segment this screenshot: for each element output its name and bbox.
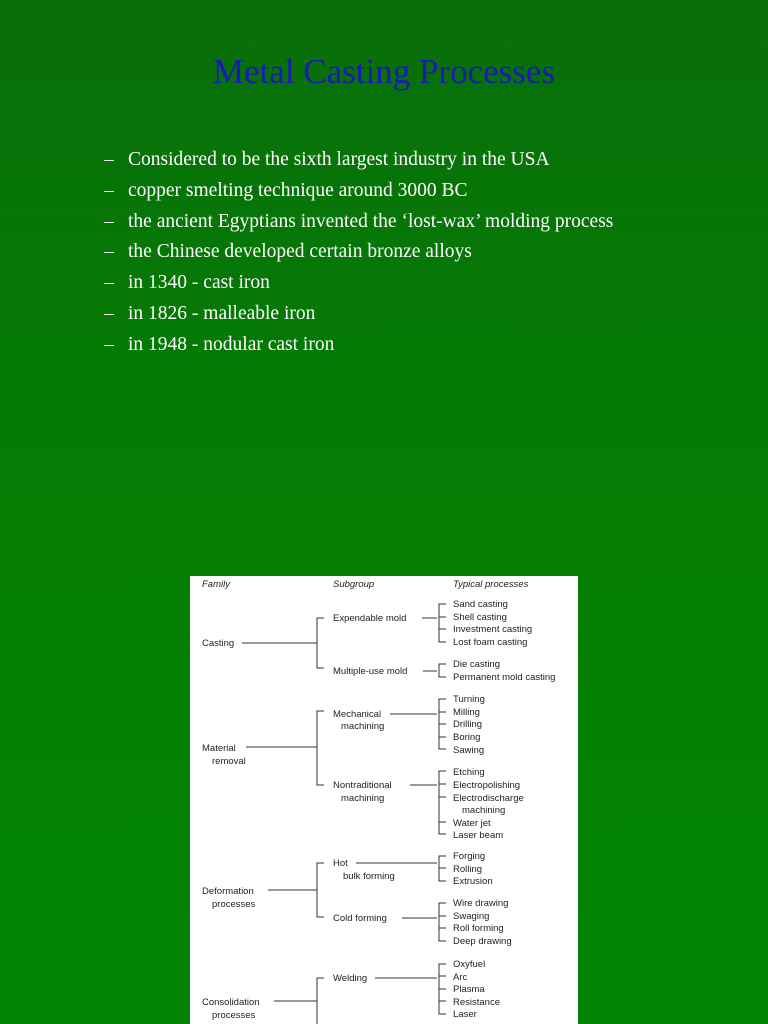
family-consolidation-line1: Consolidation bbox=[202, 997, 260, 1008]
bullet-text: in 1948 - nodular cast iron bbox=[128, 333, 335, 355]
process-item: Rolling bbox=[453, 864, 483, 875]
dash-marker: – bbox=[104, 272, 114, 294]
process-item: Roll forming bbox=[453, 923, 504, 934]
bracket-line bbox=[317, 618, 324, 668]
process-item: Die casting bbox=[453, 659, 500, 670]
bullet-item bbox=[104, 237, 613, 268]
bracket-line bbox=[439, 903, 446, 941]
process-item: Sand casting bbox=[453, 599, 508, 610]
process-item: Resistance bbox=[453, 997, 500, 1008]
bracket-line bbox=[439, 699, 446, 749]
subgroup-mechanical-line2: machining bbox=[341, 721, 385, 732]
diagram-svg bbox=[190, 576, 578, 1024]
header-subgroup: Subgroup bbox=[333, 579, 375, 590]
family-material-removal-line2: removal bbox=[212, 756, 246, 767]
family-casting: Casting bbox=[202, 638, 235, 649]
process-family-diagram bbox=[190, 576, 578, 1024]
family-deformation-line2: processes bbox=[212, 899, 256, 910]
subgroup-expendable-mold: Expendable mold bbox=[333, 613, 407, 624]
dash-marker: – bbox=[104, 302, 114, 324]
bullet-text: in 1826 - malleable iron bbox=[128, 302, 316, 324]
bullet-item bbox=[104, 299, 613, 330]
process-item: Investment casting bbox=[453, 624, 533, 635]
process-item: machining bbox=[462, 805, 506, 816]
bullet-text: in 1340 - cast iron bbox=[128, 272, 270, 294]
bullet-list bbox=[104, 145, 613, 361]
bullet-text: the ancient Egyptians invented the ‘lost-wax’ molding process bbox=[128, 210, 614, 232]
bullet-text: Considered to be the sixth largest industry in the USA bbox=[128, 149, 550, 170]
bracket-line bbox=[439, 964, 446, 1014]
process-item: Drilling bbox=[453, 719, 483, 730]
dash-marker: – bbox=[104, 179, 114, 201]
slide-title: Metal Casting Processes bbox=[212, 52, 556, 91]
subgroup-mechanical-line1: Mechanical bbox=[333, 709, 382, 720]
process-item: Milling bbox=[453, 707, 480, 718]
bullet-item bbox=[104, 207, 613, 238]
process-item: Laser beam bbox=[453, 830, 504, 841]
bracket-line bbox=[439, 856, 446, 881]
process-item: Electrodischarge bbox=[453, 793, 524, 804]
subgroup-multiple-use-mold: Multiple-use mold bbox=[333, 666, 408, 677]
process-item: Forging bbox=[453, 851, 486, 862]
dash-marker: – bbox=[104, 210, 114, 232]
process-item: Water jet bbox=[453, 818, 491, 829]
bullet-text: the Chinese developed certain bronze alloys bbox=[128, 241, 472, 263]
family-consolidation-line2: processes bbox=[212, 1010, 256, 1021]
process-item: Turning bbox=[453, 694, 485, 705]
dash-marker: – bbox=[104, 241, 114, 263]
process-item: Shell casting bbox=[453, 612, 507, 623]
bullet-text: copper smelting technique around 3000 BC bbox=[128, 179, 468, 201]
bracket-line bbox=[317, 711, 324, 785]
process-item: Electropolishing bbox=[453, 780, 521, 791]
dash-marker: – bbox=[104, 333, 114, 355]
bracket-line bbox=[439, 771, 446, 834]
subgroup-nontraditional-line2: machining bbox=[341, 793, 385, 804]
process-item: Swaging bbox=[453, 911, 490, 922]
process-item: Plasma bbox=[453, 984, 485, 995]
header-typical-processes: Typical processes bbox=[453, 579, 529, 590]
bracket-line bbox=[317, 978, 324, 1024]
family-deformation-line1: Deformation bbox=[202, 886, 254, 897]
process-item: Arc bbox=[453, 972, 468, 983]
bullet-item bbox=[104, 268, 613, 299]
process-item: Lost foam casting bbox=[453, 637, 528, 648]
subgroup-hot-line2: bulk forming bbox=[343, 871, 395, 882]
bracket-line bbox=[439, 604, 446, 642]
bullet-item bbox=[104, 176, 613, 207]
process-item: Boring bbox=[453, 732, 481, 743]
process-item: Sawing bbox=[453, 745, 485, 756]
process-item: Deep drawing bbox=[453, 936, 512, 947]
process-item: Etching bbox=[453, 767, 485, 778]
bullet-item bbox=[104, 145, 613, 176]
dash-marker: – bbox=[104, 149, 114, 170]
family-material-removal-line1: Material bbox=[202, 743, 236, 754]
bracket-line bbox=[439, 664, 446, 677]
bullet-item bbox=[104, 330, 613, 361]
process-item: Extrusion bbox=[453, 876, 493, 887]
header-family: Family bbox=[202, 579, 230, 590]
process-item: Laser bbox=[453, 1009, 477, 1020]
subgroup-hot-line1: Hot bbox=[333, 858, 348, 869]
subgroup-nontraditional-line1: Nontraditional bbox=[333, 780, 392, 791]
subgroup-cold-forming: Cold forming bbox=[333, 913, 387, 924]
process-item: Permanent mold casting bbox=[453, 672, 556, 683]
bracket-line bbox=[317, 863, 324, 917]
subgroup-welding: Welding bbox=[333, 973, 368, 984]
process-item: Oxyfuel bbox=[453, 959, 486, 970]
process-item: Wire drawing bbox=[453, 898, 509, 909]
